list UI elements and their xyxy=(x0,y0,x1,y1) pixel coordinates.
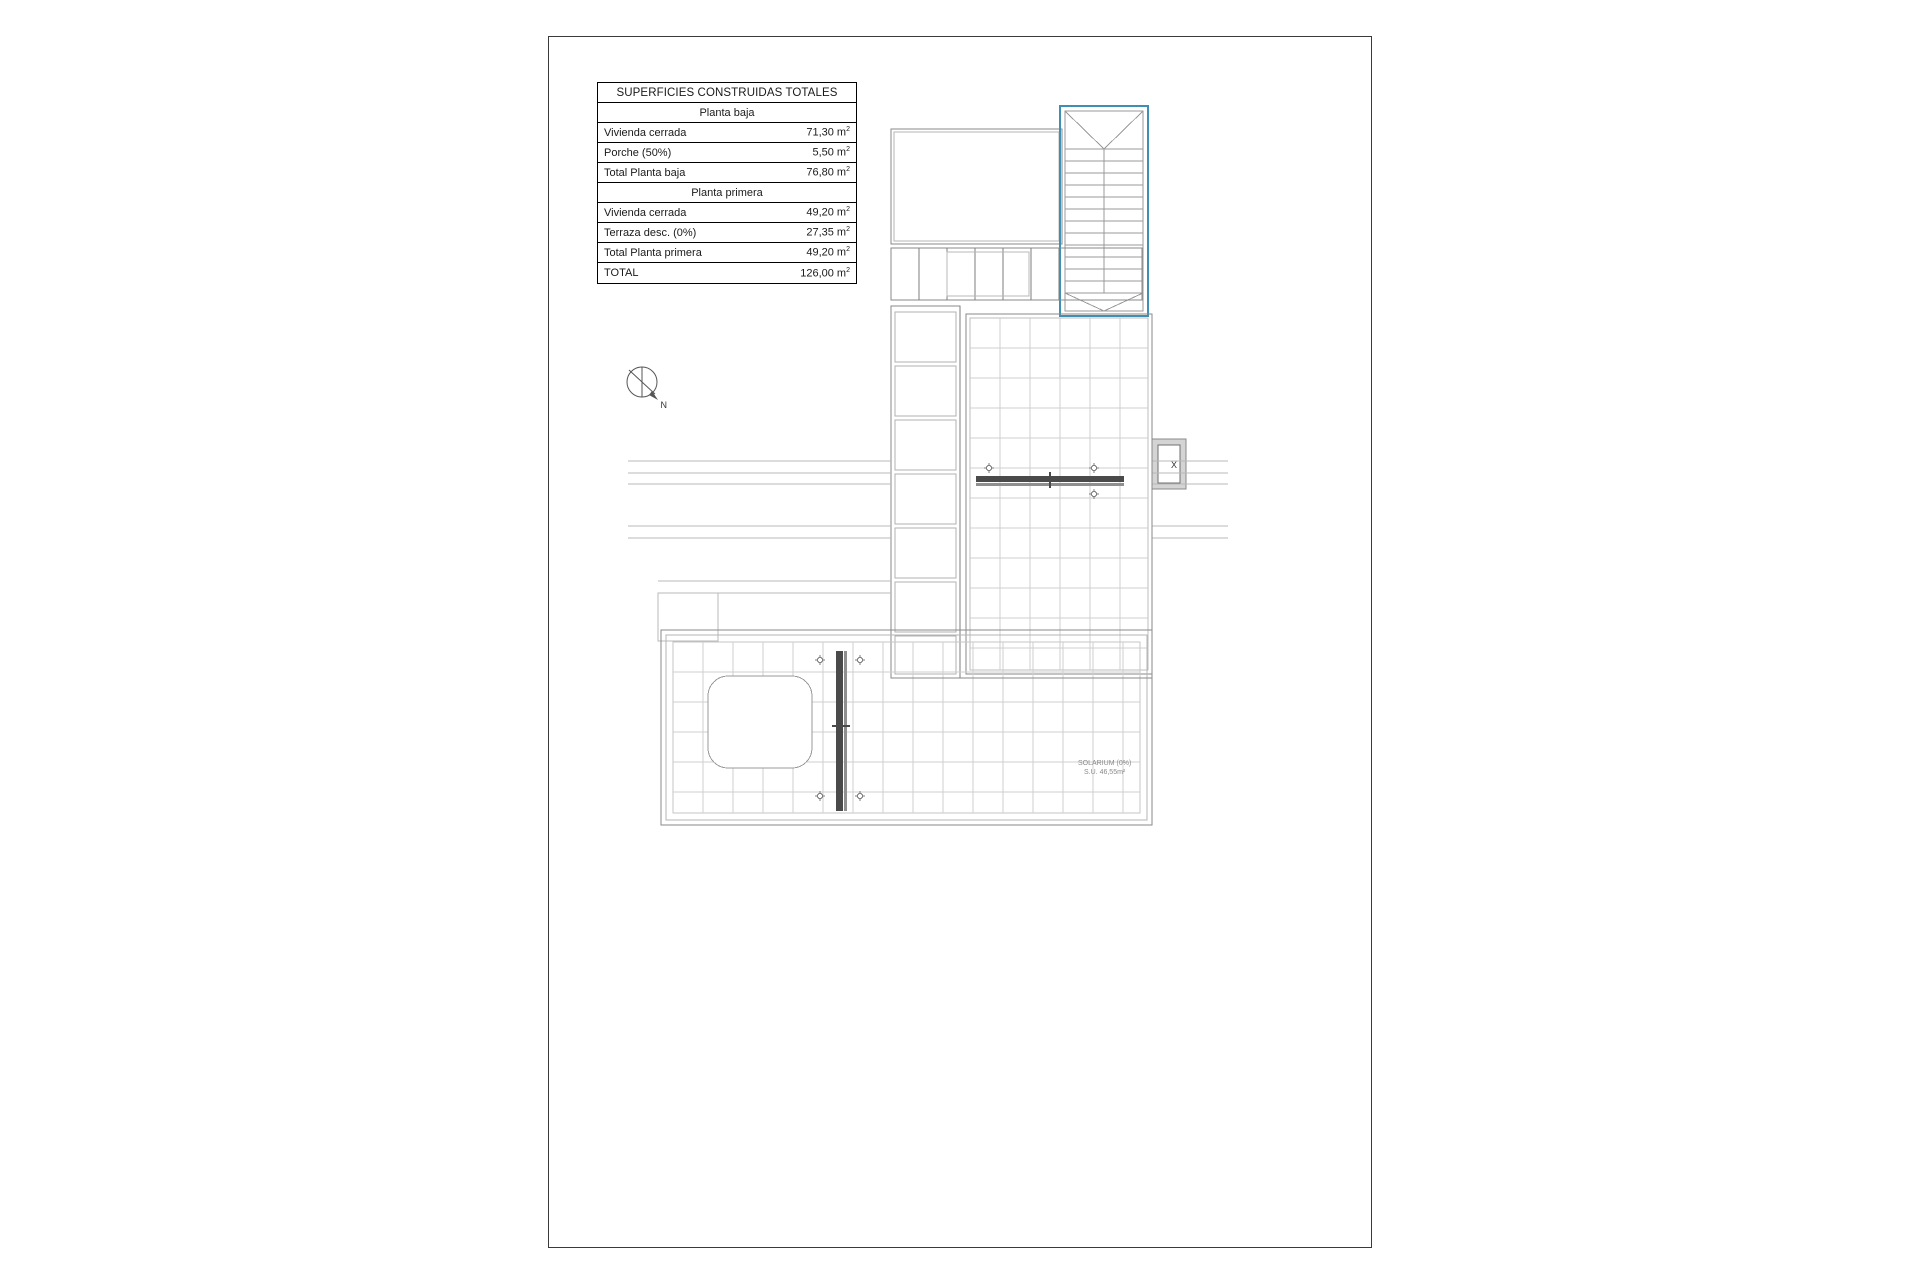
row-label: Terraza desc. (0%) xyxy=(604,226,697,239)
row-value: 126,00 $m^2$ xyxy=(800,266,850,280)
stair-tower xyxy=(1060,106,1148,316)
row-label: Vivienda cerrada xyxy=(604,126,687,139)
roof-equipment-box xyxy=(1152,439,1186,489)
solarium-annotation xyxy=(1078,759,1131,777)
solarium-area: S.U. 46,55m² xyxy=(1084,769,1126,776)
stair-marker-label: X xyxy=(1171,460,1178,470)
floor-plan-drawing xyxy=(548,36,1372,1248)
row-label: Total Planta primera xyxy=(604,246,702,259)
upper-terrace xyxy=(966,314,1152,674)
row-value: 71,30 $m^2$ xyxy=(806,126,850,139)
row-value: 49,20 $m^2$ xyxy=(806,246,850,259)
row-value: 49,20 $m^2$ xyxy=(806,206,850,219)
north-arrow-label: N xyxy=(660,400,667,410)
row-value: 27,35 $m^2$ xyxy=(806,226,850,239)
context-lines xyxy=(628,461,1228,641)
row-label: TOTAL xyxy=(604,267,639,279)
row-label: Vivienda cerrada xyxy=(604,206,687,219)
upper-roof-block xyxy=(891,129,1062,244)
row-value: 76,80 $m^2$ xyxy=(806,166,850,179)
table-title: SUPERFICIES CONSTRUIDAS TOTALES xyxy=(616,86,838,99)
row-label: Porche (50%) xyxy=(604,146,672,159)
solarium-terrace xyxy=(661,630,1152,825)
section-heading-label: Planta primera xyxy=(691,186,763,199)
solarium-title: SOLARIUM (0%) xyxy=(1078,760,1132,767)
left-cell-stack xyxy=(891,306,960,678)
row-value: 5,50 $m^2$ xyxy=(812,146,850,159)
connector-walls xyxy=(891,314,1152,825)
row-label: Total Planta baja xyxy=(604,166,686,179)
section-heading-label: Planta baja xyxy=(699,106,755,119)
